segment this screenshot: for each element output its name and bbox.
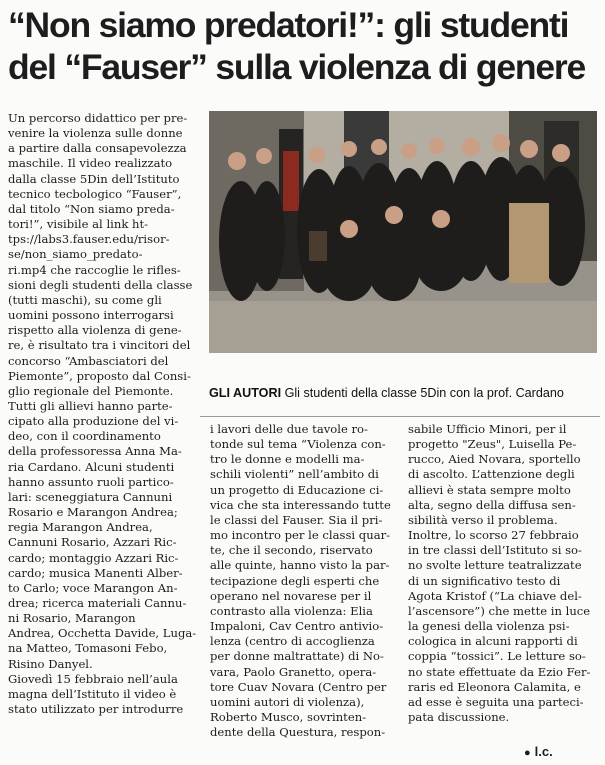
article-line: te, che il secondo, riservato <box>210 543 373 558</box>
article-line: sibilità verso il problema. <box>408 512 558 527</box>
article-line: cologica in alcuni rapporti di <box>408 634 578 649</box>
article-line: tore Cuav Novara (Centro per <box>210 679 387 694</box>
article-line: coppia “tossici”. Le letture so- <box>408 649 586 664</box>
article-line: lenza (centro di accoglienza <box>210 634 375 649</box>
article-line: ria Cardano. Alcuni studenti <box>8 459 175 474</box>
article-line: ni Rosario, Marangon <box>8 611 136 626</box>
article-line: Andrea, Occhetta Davide, Luga- <box>8 626 197 641</box>
article-line: cipato alla produzione del vi- <box>8 414 179 429</box>
article-line: tori!”, visibile al link ht- <box>8 217 149 232</box>
article-line: glio regionale del Piemonte. <box>8 383 174 398</box>
article-line: dente della Questura, respon- <box>210 725 386 740</box>
headline <box>8 4 598 88</box>
article-line: a partire dalla consapevolezza <box>8 141 187 156</box>
article-line: drea; ricerca materiali Cannu- <box>8 596 187 610</box>
article-line: Piemonte”, proposto dal Consi- <box>8 368 191 383</box>
article-line: no svolte letture teatralizzate <box>408 558 582 573</box>
group-photo <box>209 111 597 353</box>
article-line: re, è risultato tra i vincitori del <box>8 338 191 353</box>
article-line: Risino Danyel. <box>8 656 93 671</box>
article-line: tro le donne e modelli ma- <box>210 452 365 467</box>
article-line: Agota Kristof (“La chiave del- <box>408 588 582 603</box>
article-line: ad esse è seguita una parteci- <box>408 694 584 709</box>
article-line: la genesi della violenza psi- <box>408 619 570 634</box>
article-column-right <box>408 422 590 725</box>
article-line: to Carlo; voce Marangon An- <box>8 580 178 595</box>
caption-divider <box>200 416 600 417</box>
article-line: concorso “Ambasciatori del <box>8 353 169 368</box>
article-line: (tutti maschi), su come gli <box>8 292 162 307</box>
article-line: operano nel novarese per il <box>210 588 372 603</box>
author-signature <box>524 744 553 759</box>
article-line: vara, Paolo Granetto, opera- <box>210 664 377 679</box>
photo-caption <box>209 386 599 400</box>
article-line: contrasto alla violenza: Elia <box>210 603 373 618</box>
article-line: schili violenti” nell’ambito di <box>210 467 379 482</box>
signature-text: l.c. <box>534 744 553 759</box>
headline-line-2: del “Fauser” sulla violenza di genere <box>8 47 586 87</box>
article-line: uomini possono interrogarsi <box>8 308 174 323</box>
article-line: raris ed Eleonora Calamita, e <box>408 679 581 694</box>
article-line: ri.mp4 che raccoglie le rifles- <box>8 262 181 277</box>
article-line: di ascolto. L’attenzione degli <box>408 467 575 482</box>
article-line: regia Marangon Andrea, <box>8 520 153 535</box>
article-line: cardo; montaggio Azzari Ric- <box>8 550 179 565</box>
article-line: Rosario e Marangon Andrea; <box>8 505 178 520</box>
article-line: progetto "Zeus", Luisella Pe- <box>408 437 577 452</box>
article-line: magna dell’Istituto il video è <box>8 686 177 701</box>
article-line: l’ascensore”) che mette in luce <box>408 603 591 618</box>
article-line: se/non_siamo_predato- <box>8 247 143 262</box>
headline-line-1: “Non siamo predatori!”: gli studenti <box>8 5 569 45</box>
article-line: della professoressa Anna Ma- <box>8 444 182 459</box>
article-line: i lavori delle due tavole ro- <box>210 422 368 436</box>
article-line: Inoltre, lo scorso 27 febbraio <box>408 528 579 543</box>
article-line: in tre classi dell’Istituto si so- <box>408 543 582 558</box>
article-line: tecnico tecbologico “Fauser”, <box>8 186 182 201</box>
article-line: pata discussione. <box>408 709 510 724</box>
article-line: Cannuni Rosario, Azzari Ric- <box>8 535 177 550</box>
article-line: le classi del Fauser. Sia il pri- <box>210 512 383 527</box>
article-line: mo incontro per le classi quar- <box>210 528 391 543</box>
article-line: uomini autori di violenza), <box>210 694 365 709</box>
article-line: sabile Ufficio Minori, per il <box>408 422 567 436</box>
article-line: maschile. Il video realizzato <box>8 156 173 171</box>
article-line: stato utilizzato per introdurre <box>8 702 184 717</box>
article-line: alta, segno della diffusa sen- <box>408 497 576 512</box>
article-line: per donne maltrattate) di No- <box>210 649 384 664</box>
article-line: deo, con il coordinamento <box>8 429 161 444</box>
article-line: dal titolo “Non siamo preda- <box>8 201 175 216</box>
article-line: allievi è stata sempre molto <box>408 482 571 497</box>
bullet-icon: ● <box>524 747 531 759</box>
caption-label: GLI AUTORI <box>209 386 282 400</box>
article-line: Un percorso didattico per pre- <box>8 111 188 125</box>
article-line: tecipazione degli esperti che <box>210 573 380 588</box>
article-line: na Matteo, Tomasoni Febo, <box>8 641 168 656</box>
group-photo-image <box>209 111 597 353</box>
article-line: vica che sta interessando tutte <box>210 497 391 512</box>
article-line: Impaloni, Cav Centro antivio- <box>210 619 384 634</box>
article-line: tonde sul tema “Violenza con- <box>210 437 386 452</box>
article-line: Roberto Musco, sovrinten- <box>210 709 367 724</box>
article-column-middle <box>210 422 391 740</box>
article-line: rucco, Aied Novara, sportello <box>408 452 581 467</box>
article-line: Tutti gli allievi hanno parte- <box>8 398 173 413</box>
article-line: un progetto di Educazione ci- <box>210 482 384 497</box>
article-line: di un significativo testo di <box>408 573 561 588</box>
article-line: venire la violenza sulle donne <box>8 126 183 141</box>
article-line: Giovedì 15 febbraio nell’aula <box>8 671 178 686</box>
article-line: tps://labs3.fauser.edu/risor- <box>8 232 170 247</box>
article-line: hanno assunto ruoli partico- <box>8 474 174 489</box>
article-line: sioni degli studenti della classe <box>8 277 193 292</box>
article-column-left <box>8 111 196 717</box>
article-line: dalla classe 5Din dell’Istituto <box>8 171 180 186</box>
caption-text: Gli studenti della classe 5Din con la prof. Cardano <box>284 386 564 400</box>
article-line: no state effettuate da Ezio Fer- <box>408 664 591 679</box>
article-line: rispetto alla violenza di gene- <box>8 323 182 338</box>
article-line: cardo; musica Manenti Alber- <box>8 565 183 580</box>
article-line: alle quinte, hanno visto la par- <box>210 558 390 573</box>
article-line: lari: sceneggiatura Cannuni <box>8 489 173 504</box>
